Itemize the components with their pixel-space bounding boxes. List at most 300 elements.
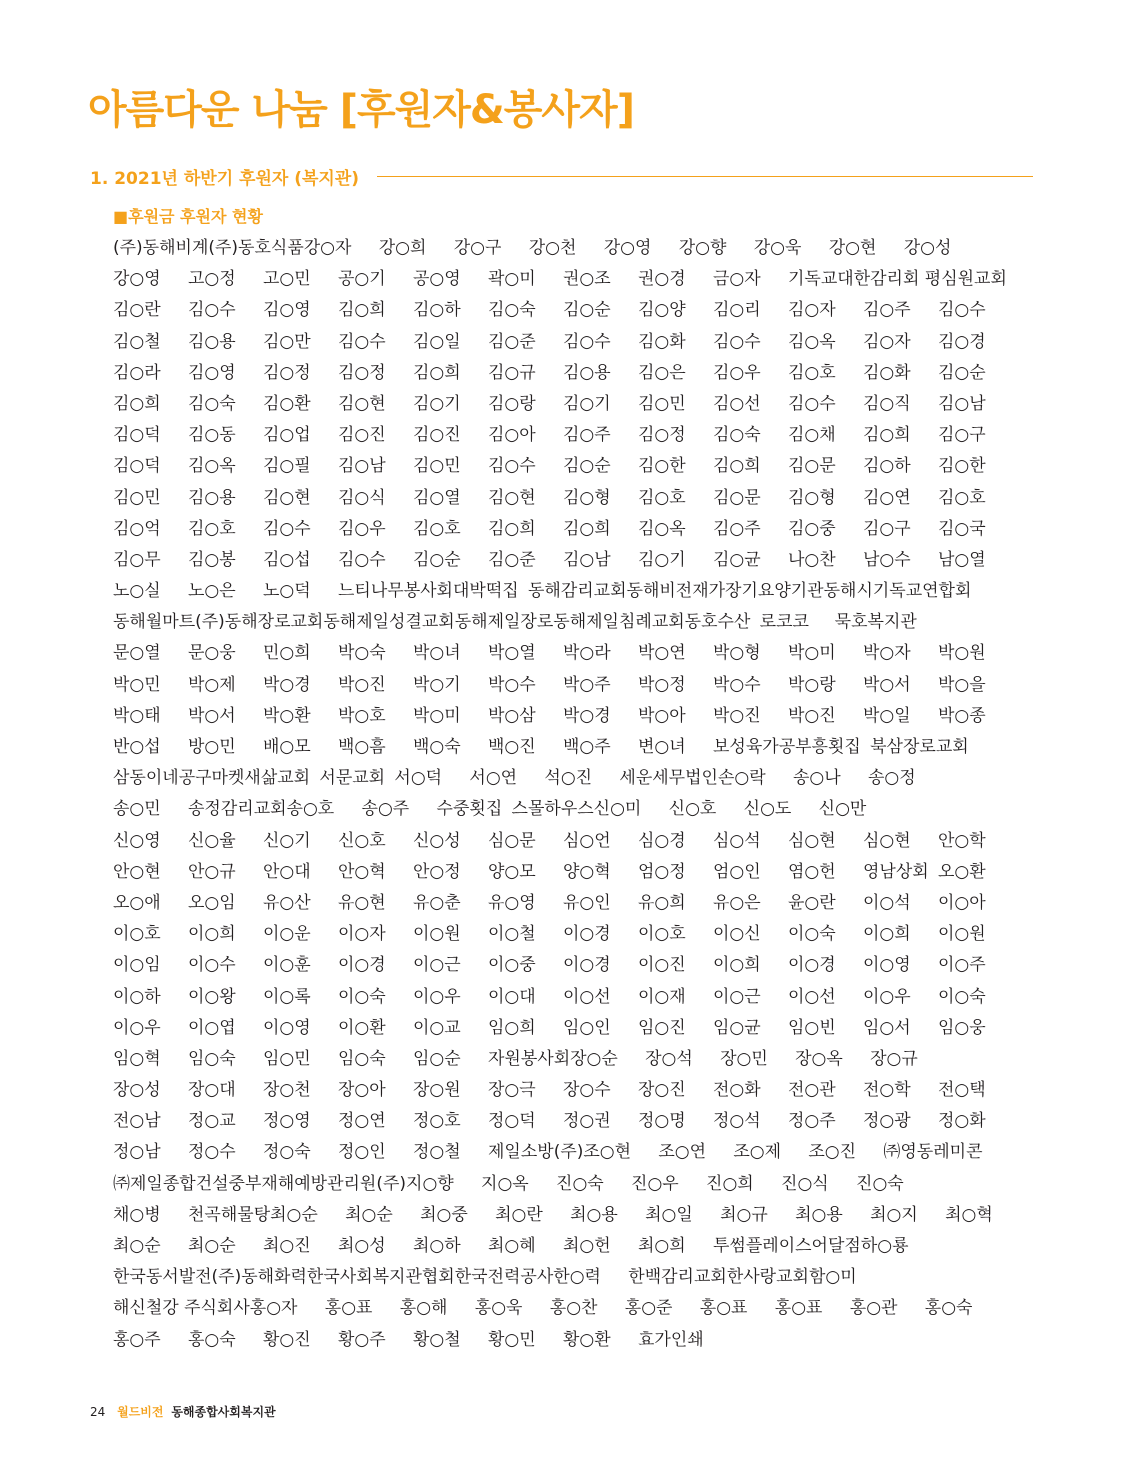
donor-name: 투썸플레이스어달점 — [713, 1236, 861, 1256]
donor-name: 남○열 — [938, 549, 986, 570]
donor-name: 송○호 — [286, 799, 335, 820]
donor-name: 김○희 — [413, 362, 461, 383]
donor-name: 반○섭 — [113, 737, 161, 757]
donor-name: 이○근 — [713, 986, 761, 1007]
donor-name: 김○일 — [413, 331, 461, 352]
donor-name: 홍○준 — [624, 1298, 673, 1319]
donor-name: 공○기 — [338, 269, 386, 290]
donor-name: 천곡해물탕 — [188, 1204, 271, 1225]
donor-name: 한국동서발전(주)동해화력 — [113, 1267, 307, 1288]
donor-name: 제일소방(주) — [488, 1142, 584, 1163]
donor-name: 유○은 — [713, 892, 761, 913]
donor-name: 박○환 — [263, 705, 311, 726]
donor-name: 박○종 — [938, 705, 986, 726]
donor-name: 신○성 — [413, 830, 461, 851]
donor-name: 김○우 — [713, 362, 761, 383]
donor-name: 진○희 — [706, 1173, 754, 1194]
section-divider — [377, 176, 1033, 177]
donor-name: 이○왕 — [188, 986, 236, 1007]
donor-name: 최○하 — [413, 1236, 461, 1256]
donor-name: 문○열 — [113, 643, 161, 664]
donor-name: 김○정 — [263, 362, 311, 383]
donor-name: 김○순 — [938, 362, 986, 383]
donor-name: 동해장로교회 — [224, 612, 324, 633]
donor-name: 강○향 — [678, 238, 727, 258]
donor-name: 김○환 — [263, 393, 311, 414]
donor-list — [113, 233, 1043, 1356]
donor-name: 정○연 — [338, 1111, 386, 1132]
donor-name: 장○규 — [870, 1048, 918, 1069]
donor-name: 이○아 — [938, 892, 986, 913]
donor-name: 김○남 — [938, 393, 986, 414]
donor-name: 임○희 — [488, 1017, 536, 1038]
donor-name: 정○철 — [413, 1142, 461, 1163]
donor-name: 민○희 — [263, 643, 311, 664]
donor-name: 박○진 — [788, 705, 836, 726]
donor-name: 박○형 — [713, 643, 761, 664]
donor-name: 김○철 — [113, 331, 161, 352]
donor-name: (주)동호식품 — [208, 238, 304, 258]
donor-name: 조○연 — [658, 1142, 707, 1163]
donor-name: 박○열 — [488, 643, 536, 664]
donor-name: 최○혜 — [488, 1236, 536, 1256]
donor-name: 김○자 — [788, 300, 836, 321]
donor-name: 심○언 — [563, 830, 611, 851]
donor-name: 정○광 — [863, 1111, 911, 1132]
donor-name: 김○수 — [263, 518, 311, 539]
donor-name: 임○순 — [413, 1048, 461, 1069]
donor-name: 김○희 — [338, 300, 386, 321]
donor-name: 김○랑 — [488, 393, 536, 414]
donor-name: 김○봉 — [188, 549, 236, 570]
donor-name: 이○경 — [563, 955, 611, 976]
donor-name: 황○민 — [488, 1329, 536, 1350]
donor-row — [113, 576, 1043, 607]
donor-name: 신○호 — [338, 830, 386, 851]
donor-name: 권○조 — [563, 269, 611, 290]
donor-name: 김○양 — [638, 300, 686, 321]
donor-name: 김○진 — [338, 425, 386, 446]
donor-name: 전○택 — [938, 1080, 986, 1101]
donor-row — [113, 389, 1043, 420]
donor-name: 백○흠 — [338, 737, 386, 757]
donor-row — [113, 794, 1043, 825]
donor-name: 동해제일장로 — [454, 612, 554, 633]
donor-name: 김○한 — [638, 456, 686, 477]
section-title: 1. 2021년 하반기 후원자 (복지관) — [90, 168, 360, 189]
organization-name: 동해종합사회복지관 — [171, 1405, 276, 1419]
donor-name: 이○경 — [338, 955, 386, 976]
donor-name: 김○균 — [713, 549, 761, 570]
donor-name: 김○한 — [938, 456, 986, 477]
donor-name: 김○용 — [563, 362, 611, 383]
donor-name: 나○찬 — [788, 549, 836, 570]
donor-name: 김○수 — [713, 331, 761, 352]
donor-name: 이○숙 — [788, 924, 836, 945]
donor-name: 박○숙 — [338, 643, 386, 664]
donor-name: 김○숙 — [188, 393, 236, 414]
donor-name: 김○억 — [113, 518, 161, 539]
donor-name: 이○록 — [263, 986, 311, 1007]
donor-name: 김○호 — [638, 487, 686, 508]
donor-name: 대박떡집 — [452, 581, 519, 602]
section-header — [90, 163, 1033, 189]
donor-name: 최○혁 — [945, 1204, 993, 1225]
donor-name: 채○병 — [113, 1204, 161, 1225]
donor-name: 박○경 — [563, 705, 611, 726]
donor-name: 이○원 — [413, 924, 461, 945]
donor-name: 동해비전재가장기요양기관 — [626, 581, 824, 602]
donor-name: 진○식 — [781, 1173, 829, 1194]
donor-name: 김○숙 — [488, 300, 536, 321]
donor-name: 정○숙 — [263, 1142, 311, 1163]
donor-name: 김○민 — [113, 487, 161, 508]
donor-name: 백○숙 — [413, 737, 461, 757]
donor-name: 최○일 — [645, 1204, 693, 1225]
donor-name: 김○연 — [863, 487, 911, 508]
donor-name: 김○옥 — [638, 518, 686, 539]
donor-row — [113, 233, 1043, 264]
donor-name: 오○임 — [188, 892, 236, 913]
donor-name: 한○력 — [553, 1267, 601, 1288]
donor-name: 최○희 — [638, 1236, 686, 1256]
donor-name: 송○나 — [792, 768, 841, 789]
donor-name: 고○정 — [188, 269, 236, 290]
donor-name: 박○민 — [113, 674, 161, 695]
donor-name: 김○수 — [788, 393, 836, 414]
donor-name: 최○순 — [345, 1204, 393, 1225]
donor-name: 김○문 — [713, 487, 761, 508]
donor-name: 신○영 — [113, 830, 161, 851]
donor-name: 박○정 — [638, 674, 686, 695]
donor-name: 신○도 — [743, 799, 792, 820]
donor-name: 박○호 — [338, 705, 386, 726]
donor-name: 김○수 — [338, 549, 386, 570]
donor-name: 김○민 — [413, 456, 461, 477]
donor-name: 영남상회 — [863, 861, 929, 882]
donor-name: 장○민 — [720, 1048, 768, 1069]
donor-name: 김○수 — [488, 456, 536, 477]
donor-name: 김○남 — [338, 456, 386, 477]
donor-name: 박○을 — [938, 674, 986, 695]
donor-name: 박○연 — [638, 643, 686, 664]
donor-name: 최○규 — [720, 1204, 768, 1225]
donor-name: 심○현 — [863, 830, 911, 851]
donor-name: 새삶교회 — [244, 768, 311, 789]
donor-name: 김○순 — [563, 456, 611, 477]
donor-name: 중부재해예방관리원(주) — [228, 1173, 407, 1194]
donor-name: 김○희 — [863, 425, 911, 446]
donor-name: 박○삼 — [488, 705, 536, 726]
donor-name: 기독교대한감리회 평심원교회 — [788, 269, 1007, 290]
donor-name: 한사랑교회 — [726, 1267, 809, 1288]
donor-name: 서○연 — [469, 768, 518, 789]
donor-name: 김○민 — [638, 393, 686, 414]
donor-name: 해신철강 주식회사 — [113, 1298, 250, 1319]
donor-name: 최○순 — [270, 1204, 318, 1225]
donor-row — [113, 358, 1043, 389]
donor-name: 김○숙 — [713, 425, 761, 446]
donor-name: 염○헌 — [788, 861, 836, 882]
donor-name: 김○영 — [188, 362, 236, 383]
donor-name: 장○아 — [338, 1080, 386, 1101]
donor-name: 한국사회복지관협회 — [306, 1267, 455, 1288]
donor-name: 엄○인 — [713, 861, 761, 882]
donor-name: 동해제일침례교회 — [553, 612, 685, 633]
donor-name: 김○구 — [863, 518, 911, 539]
donor-name: 김○호 — [788, 362, 836, 383]
donor-name: 박○수 — [488, 674, 536, 695]
donor-name: 최○헌 — [563, 1236, 611, 1256]
donor-name: 이○우 — [413, 986, 461, 1007]
donor-name: 박○수 — [713, 674, 761, 695]
donor-name: 홍○해 — [399, 1298, 448, 1319]
donor-name: 김○용 — [188, 331, 236, 352]
donor-name: 홍○찬 — [549, 1298, 598, 1319]
donor-row — [113, 670, 1043, 701]
donor-name: 박○경 — [263, 674, 311, 695]
donor-name: 김○형 — [563, 487, 611, 508]
donor-name: 김○수 — [338, 331, 386, 352]
donor-name: 백○진 — [488, 737, 536, 757]
donor-name: 동해감리교회 — [527, 581, 627, 602]
donor-name: 동호수산 — [684, 612, 751, 633]
donor-name: 백○주 — [563, 737, 611, 757]
donor-name: 변○녀 — [638, 737, 686, 757]
donor-name: 이○엽 — [188, 1017, 236, 1038]
donor-row — [113, 295, 1043, 326]
donor-name: 박○자 — [863, 643, 911, 664]
donor-name: 이○자 — [338, 924, 386, 945]
donor-name: 김○란 — [113, 300, 161, 321]
donor-name: 장○순 — [570, 1048, 618, 1069]
donor-name: 노○은 — [188, 581, 236, 602]
donor-name: 김○희 — [563, 518, 611, 539]
donor-row — [113, 919, 1043, 950]
donor-name: 유○인 — [563, 892, 611, 913]
donor-name: 손○락 — [717, 768, 766, 789]
donor-name: 김○화 — [638, 331, 686, 352]
donor-name: 최○중 — [420, 1204, 468, 1225]
donor-name: 김○동 — [188, 425, 236, 446]
donor-name: 김○형 — [788, 487, 836, 508]
donor-name: 임○웅 — [938, 1017, 986, 1038]
donor-name: 보성육가공 — [713, 737, 796, 757]
donor-name: 한국전력공사 — [454, 1267, 554, 1288]
donor-name: 김○진 — [413, 425, 461, 446]
donor-name: 이○임 — [113, 955, 161, 976]
donor-name: 최○성 — [338, 1236, 386, 1256]
donor-name: 장○진 — [638, 1080, 686, 1101]
donor-name: 박○제 — [188, 674, 236, 695]
donor-name: 김○덕 — [113, 456, 161, 477]
donor-name: ㈜제일종합건설 — [113, 1173, 229, 1194]
donor-name: 김○우 — [338, 518, 386, 539]
donor-name: 이○재 — [638, 986, 686, 1007]
donor-name: 김○현 — [488, 487, 536, 508]
donor-name: 신○기 — [263, 830, 311, 851]
donor-name: 안○학 — [938, 830, 986, 851]
donor-name: 홍○숙 — [924, 1298, 973, 1319]
donor-name: 김○기 — [413, 393, 461, 414]
donor-name: 곽○미 — [488, 269, 536, 290]
donor-name: 이○원 — [938, 924, 986, 945]
donor-name: 안○대 — [263, 861, 311, 882]
donor-name: 송○정 — [867, 768, 916, 789]
donor-name: 김○하 — [413, 300, 461, 321]
donor-name: 배○모 — [263, 737, 311, 757]
donor-name: 삼동이네공구마켓 — [113, 768, 245, 789]
donor-name: 이○신 — [713, 924, 761, 945]
page-number: 24 — [90, 1405, 106, 1419]
donor-name: 황○철 — [413, 1329, 461, 1350]
donor-name: 박○미 — [788, 643, 836, 664]
donor-name: 장○천 — [263, 1080, 311, 1101]
donor-name: 김○준 — [488, 331, 536, 352]
donor-name: 이○하 — [113, 986, 161, 1007]
donor-name: 한백감리교회 — [628, 1267, 727, 1288]
donor-name: 석○진 — [544, 768, 593, 789]
donor-name: 정○영 — [263, 1111, 311, 1132]
donor-name: 윤○란 — [788, 892, 836, 913]
donor-row — [113, 857, 1043, 888]
donor-name: 김○규 — [488, 362, 536, 383]
donor-name: 강○현 — [828, 238, 877, 258]
donor-name: 이○우 — [113, 1017, 161, 1038]
donor-name: 양○혁 — [563, 861, 611, 882]
donor-name: 세운세무법인 — [619, 768, 718, 789]
donor-row — [113, 1106, 1043, 1137]
donor-name: 김○업 — [263, 425, 311, 446]
donor-name: 지○향 — [406, 1173, 454, 1194]
donor-name: 김○구 — [938, 425, 986, 446]
donor-name: 진○숙 — [556, 1173, 604, 1194]
donor-name: 안○현 — [113, 861, 161, 882]
donor-name: 심○현 — [788, 830, 836, 851]
donor-name: 전○화 — [713, 1080, 761, 1101]
donor-row — [113, 701, 1043, 732]
donor-name: 김○선 — [713, 393, 761, 414]
donor-name: 김○자 — [863, 331, 911, 352]
donor-name: 이○경 — [563, 924, 611, 945]
donor-name: 김○주 — [713, 518, 761, 539]
donor-name: 김○문 — [788, 456, 836, 477]
donor-name: 홍○표 — [774, 1298, 823, 1319]
donor-name: 정○수 — [188, 1142, 236, 1163]
donor-name: 심○경 — [638, 830, 686, 851]
donor-name: 김○희 — [113, 393, 161, 414]
donor-name: 신○율 — [188, 830, 236, 851]
donor-name: 임○혁 — [113, 1048, 161, 1069]
donor-name: 유○희 — [638, 892, 686, 913]
donor-name: 김○옥 — [788, 331, 836, 352]
donor-row — [113, 1200, 1043, 1231]
brand-name: 월드비전 — [117, 1405, 164, 1419]
donor-name: 신○호 — [668, 799, 717, 820]
donor-name: 이○대 — [488, 986, 536, 1007]
donor-row — [113, 1231, 1043, 1262]
donor-name: 김○용 — [188, 487, 236, 508]
donor-name: 강○구 — [453, 238, 502, 258]
donor-name: 김○직 — [863, 393, 911, 414]
donor-name: 안○규 — [188, 861, 236, 882]
donor-row — [113, 732, 1043, 763]
donor-name: 이○교 — [413, 1017, 461, 1038]
donor-name: 박○원 — [938, 643, 986, 664]
donor-name: 조○현 — [583, 1142, 632, 1163]
donor-name: 유○영 — [488, 892, 536, 913]
donor-name: 박○서 — [188, 705, 236, 726]
donor-name: 최○지 — [870, 1204, 918, 1225]
donor-name: 고○민 — [263, 269, 311, 290]
donor-name: 홍○숙 — [188, 1329, 236, 1350]
donor-name: 홍○표 — [699, 1298, 748, 1319]
donor-name: 하○룡 — [860, 1236, 909, 1256]
donor-name: 임○균 — [713, 1017, 761, 1038]
donor-name: 박○진 — [338, 674, 386, 695]
donor-name: 노○실 — [113, 581, 161, 602]
donor-name: 홍○표 — [324, 1298, 373, 1319]
donor-name: 강○자 — [303, 238, 352, 258]
donor-name: 정○주 — [788, 1111, 836, 1132]
donor-name: 방○민 — [188, 737, 236, 757]
donor-name: 김○경 — [938, 331, 986, 352]
donor-name: 금○자 — [713, 269, 761, 290]
donor-name: 부흥횟집 — [795, 737, 861, 757]
donor-row — [113, 1075, 1043, 1106]
donor-name: 김○순 — [563, 300, 611, 321]
donor-name: 김○기 — [638, 549, 686, 570]
donor-name: 김○주 — [563, 425, 611, 446]
donor-name: 강○성 — [903, 238, 952, 258]
donor-name: 서문교회 — [319, 768, 386, 789]
donor-name: 박○아 — [638, 705, 686, 726]
donor-name: 서○덕 — [394, 768, 443, 789]
donor-name: 유○산 — [263, 892, 311, 913]
donor-name: 김○화 — [863, 362, 911, 383]
donor-name: 최○진 — [263, 1236, 311, 1256]
donor-row — [113, 1137, 1043, 1168]
donor-name: 송정감리교회 — [188, 799, 287, 820]
donor-name: 박○라 — [563, 643, 611, 664]
donor-name: 진○숙 — [856, 1173, 904, 1194]
donor-name: 동해월마트(주) — [113, 612, 225, 633]
donor-name: 홍○주 — [113, 1329, 161, 1350]
donor-name: 임○숙 — [338, 1048, 386, 1069]
donor-name: 묵호복지관 — [834, 612, 917, 633]
donor-name: 박○태 — [113, 705, 161, 726]
donor-name: 수중횟집 — [436, 799, 503, 820]
donor-name: 이○진 — [638, 955, 686, 976]
donor-name: 김○준 — [488, 549, 536, 570]
donor-name: 정○교 — [188, 1111, 236, 1132]
donor-name: 황○진 — [263, 1329, 311, 1350]
donor-name: 박○주 — [563, 674, 611, 695]
donor-name: 임○서 — [863, 1017, 911, 1038]
donor-name: 이○영 — [263, 1017, 311, 1038]
donor-name: 이○숙 — [938, 986, 986, 1007]
donor-name: 김○라 — [113, 362, 161, 383]
subsection-title: ■후원금 후원자 현황 — [113, 207, 263, 226]
donor-row — [113, 607, 1043, 638]
donor-row — [113, 1169, 1043, 1200]
donor-name: 이○숙 — [338, 986, 386, 1007]
donor-name: 이○운 — [263, 924, 311, 945]
donor-name: 장○옥 — [795, 1048, 843, 1069]
donor-name: 오○애 — [113, 892, 161, 913]
donor-name: 이○경 — [788, 955, 836, 976]
donor-name: 양○모 — [488, 861, 536, 882]
